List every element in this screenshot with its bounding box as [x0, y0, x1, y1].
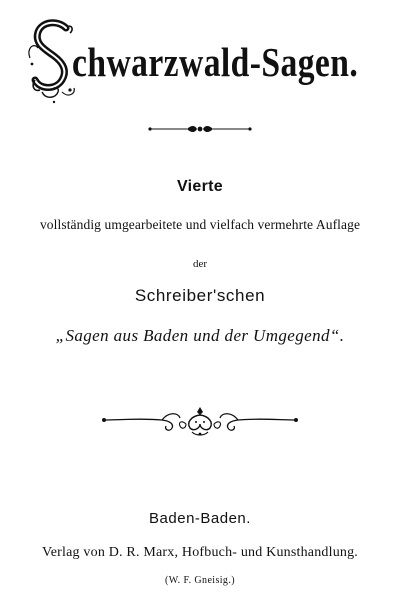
decorated-initial-s — [28, 18, 78, 104]
book-title-text: chwarzwald-Sagen. — [72, 39, 359, 85]
small-fleuron-divider — [147, 124, 253, 134]
svg-text:S: S — [28, 18, 29, 19]
original-work-title: „Sagen aus Baden und der Umgegend“. — [55, 326, 345, 345]
ornamental-flourish-divider — [100, 404, 300, 438]
publication-city: Baden-Baden. — [149, 510, 251, 527]
publisher-line: Verlag von D. R. Marx, Hofbuch- und Kunsthandlung. — [41, 545, 358, 560]
author-name: Schreiber'schen — [134, 286, 266, 305]
connector-word: der — [192, 258, 208, 270]
printer-line: (W. F. Gneisig.) — [165, 575, 235, 586]
edition-label: Vierte — [177, 178, 223, 195]
book-title — [28, 18, 380, 104]
edition-description: vollständig umgearbeitete und vielfach vermehrte Auflage — [39, 217, 361, 232]
